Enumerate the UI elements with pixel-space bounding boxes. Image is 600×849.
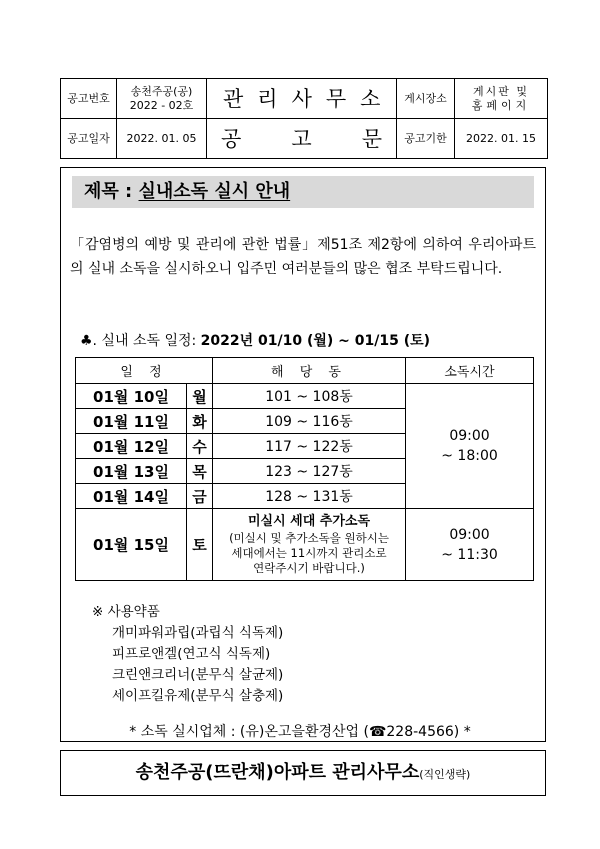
product-item: 세이프킬유제(분무식 살충제) <box>112 688 284 704</box>
row-buildings: 101 ~ 108동 <box>213 384 406 409</box>
office-title: 관리사무소 <box>207 79 397 119</box>
notice-number-line1: 송천주공(공) <box>130 84 193 98</box>
row-date: 01월 10일 <box>76 384 187 409</box>
post-place-line2: 홈페이지 <box>471 98 531 112</box>
table-row <box>76 384 534 409</box>
main-time-end: ~ 18:00 <box>441 448 498 464</box>
row-date: 01월 12일 <box>76 434 187 459</box>
schedule-heading <box>80 331 430 351</box>
post-place-label: 게시장소 <box>397 79 455 119</box>
extra-time-start: 09:00 <box>449 526 490 543</box>
extra-time-cell <box>406 509 534 581</box>
header-time: 소독시간 <box>406 358 534 384</box>
notice-date: 2022. 01. 05 <box>117 119 207 159</box>
extra-description <box>213 509 406 581</box>
product-item: 피프로앤겔(연고식 식독제) <box>112 646 271 662</box>
row-date: 01월 14일 <box>76 484 187 509</box>
subject-text: 실내소독 실시 안내 <box>138 181 291 202</box>
period: 2022. 01. 15 <box>455 119 548 159</box>
header-building: 해 당 동 <box>213 358 406 384</box>
notice-number-label: 공고번호 <box>61 79 117 119</box>
period-label: 공고기한 <box>397 119 455 159</box>
schedule-table <box>75 357 534 581</box>
header-schedule: 일 정 <box>76 358 213 384</box>
extra-weekday: 토 <box>187 509 213 581</box>
notice-word <box>207 119 397 159</box>
notice-word-char-2: 고 <box>291 126 312 151</box>
row-date: 01월 13일 <box>76 459 187 484</box>
extra-time-end: ~ 11:30 <box>441 546 498 563</box>
notice-number-line2: 2022 - 02호 <box>129 98 194 112</box>
company-line: * 소독 실시업체 : (유)온고을환경산업 (☎228-4566) * <box>129 724 471 740</box>
table-row-extra <box>76 509 534 581</box>
row-buildings: 109 ~ 116동 <box>213 409 406 434</box>
products-list <box>92 602 283 707</box>
row-weekday: 화 <box>187 409 213 434</box>
row-buildings: 128 ~ 131동 <box>213 484 406 509</box>
notice-date-label: 공고일자 <box>61 119 117 159</box>
extra-note-line3: 연락주시기 바랍니다.) <box>253 561 365 575</box>
post-place <box>455 79 548 119</box>
row-weekday: 월 <box>187 384 213 409</box>
notice-number <box>117 79 207 119</box>
extra-note-line1: (미실시 및 추가소독을 원하시는 <box>229 531 389 545</box>
row-weekday: 금 <box>187 484 213 509</box>
subject-title <box>84 180 290 204</box>
row-date: 01월 11일 <box>76 409 187 434</box>
subject-prefix: 제목 : <box>84 181 139 202</box>
extra-date: 01월 15일 <box>76 509 187 581</box>
row-buildings: 123 ~ 127동 <box>213 459 406 484</box>
row-buildings: 117 ~ 122동 <box>213 434 406 459</box>
notice-word-char-3: 문 <box>361 126 382 151</box>
extra-title: 미실시 세대 추가소독 <box>247 514 371 529</box>
notice-word-char-1: 공 <box>221 126 242 151</box>
row-weekday: 목 <box>187 459 213 484</box>
footer-office-name: 송천주공(뜨란채)아파트 관리사무소 <box>135 762 420 783</box>
footer-box <box>60 750 546 796</box>
schedule-heading-dates: 2022년 01/10 (월) ~ 01/15 (토) <box>200 333 431 349</box>
product-item: 크린앤크리너(분무식 살균제) <box>112 667 284 683</box>
products-heading: ※ 사용약품 <box>92 604 160 620</box>
extra-note-line2: 세대에서는 11시까지 관리소로 <box>231 546 387 560</box>
schedule-heading-prefix: ♣. 실내 소독 일정: <box>80 333 201 349</box>
notice-header-table <box>60 78 548 159</box>
body-paragraph: 「감염병의 예방 및 관리에 관한 법률」제51조 제2항에 의하여 우리아파트의 실내 소독을 실시하오니 입주민 여러분들의 많은 협조 부탁드립니다. <box>70 237 536 277</box>
footer-seal-note: (직인생략) <box>419 768 471 781</box>
product-item: 개미파워과립(과립식 식독제) <box>112 625 284 641</box>
row-weekday: 수 <box>187 434 213 459</box>
table-header-row <box>76 358 534 384</box>
post-place-line1: 게시판 및 <box>472 84 529 98</box>
main-time-start: 09:00 <box>449 428 490 444</box>
main-time-cell <box>406 384 534 509</box>
